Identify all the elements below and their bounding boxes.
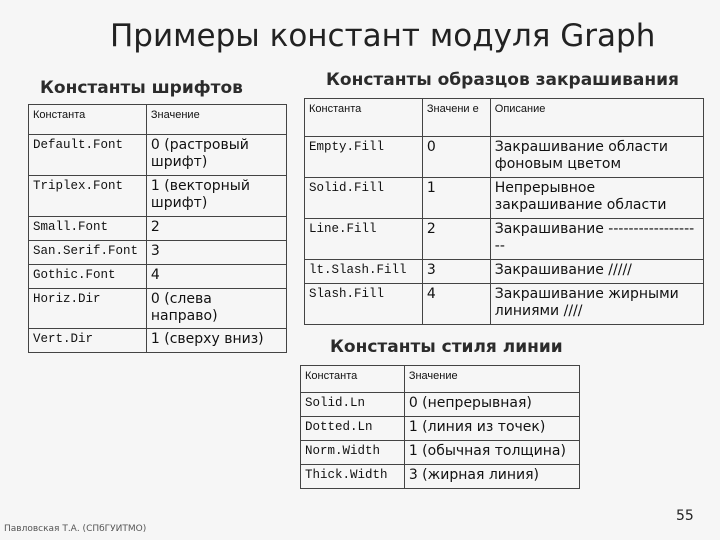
constant-cell: Line.Fill — [305, 219, 423, 260]
constant-cell: Empty.Fill — [305, 137, 423, 178]
value-cell: 1 (линия из точек) — [404, 417, 579, 441]
table-row — [29, 241, 287, 265]
column-header: Константа — [29, 105, 147, 135]
value-cell: 2 — [146, 217, 286, 241]
column-header: Константа — [305, 99, 423, 137]
fills-table — [304, 98, 704, 325]
table-row — [305, 284, 704, 325]
lines-heading: Константы стиля линии — [330, 337, 563, 357]
table-row — [29, 217, 287, 241]
constant-cell: Thick.Width — [301, 465, 405, 489]
page-number: 55 — [676, 508, 694, 524]
table-row — [305, 219, 704, 260]
constant-cell: lt.Slash.Fill — [305, 260, 423, 284]
table-header-row — [29, 105, 287, 135]
constant-cell: Default.Font — [29, 135, 147, 176]
value-cell: 1 — [422, 178, 490, 219]
constant-cell: Solid.Fill — [305, 178, 423, 219]
constant-cell: Dotted.Ln — [301, 417, 405, 441]
column-header: Значени е — [422, 99, 490, 137]
page-title: Примеры констант модуля Graph — [110, 18, 656, 54]
description-cell: Закрашивание области фоновым цветом — [490, 137, 703, 178]
description-cell: Закрашивание ------------------- — [490, 219, 703, 260]
footer-author: Павловская Т.А. (СПбГУИТМО) — [4, 524, 147, 534]
description-cell: Закрашивание жирными линиями //// — [490, 284, 703, 325]
fonts-heading: Константы шрифтов — [40, 78, 243, 98]
description-cell: Закрашивание ///// — [490, 260, 703, 284]
value-cell: 0 (слева направо) — [146, 289, 286, 329]
value-cell: 1 (векторный шрифт) — [146, 176, 286, 217]
constant-cell: Horiz.Dir — [29, 289, 147, 329]
table-row — [301, 465, 580, 489]
column-header: Значение — [404, 366, 579, 393]
constant-cell: Vert.Dir — [29, 329, 147, 353]
description-cell: Непрерывное закрашивание области — [490, 178, 703, 219]
constant-cell: Triplex.Font — [29, 176, 147, 217]
table-header-row — [305, 99, 704, 137]
fonts-table — [28, 104, 287, 353]
value-cell: 1 (обычная толщина) — [404, 441, 579, 465]
table-row — [29, 329, 287, 353]
value-cell: 3 (жирная линия) — [404, 465, 579, 489]
table-row — [29, 176, 287, 217]
table-row — [301, 417, 580, 441]
table-row — [29, 265, 287, 289]
table-row — [305, 137, 704, 178]
fills-heading: Константы образцов закрашивания — [326, 70, 679, 90]
value-cell: 0 (растровый шрифт) — [146, 135, 286, 176]
value-cell: 1 (сверху вниз) — [146, 329, 286, 353]
value-cell: 0 (непрерывная) — [404, 393, 579, 417]
table-row — [305, 260, 704, 284]
table-row — [301, 441, 580, 465]
table-row — [305, 178, 704, 219]
value-cell: 0 — [422, 137, 490, 178]
constant-cell: Solid.Ln — [301, 393, 405, 417]
constant-cell: Slash.Fill — [305, 284, 423, 325]
constant-cell: Norm.Width — [301, 441, 405, 465]
table-row — [29, 135, 287, 176]
value-cell: 2 — [422, 219, 490, 260]
constant-cell: Small.Font — [29, 217, 147, 241]
value-cell: 3 — [422, 260, 490, 284]
value-cell: 4 — [146, 265, 286, 289]
constant-cell: San.Serif.Font — [29, 241, 147, 265]
constant-cell: Gothic.Font — [29, 265, 147, 289]
value-cell: 4 — [422, 284, 490, 325]
value-cell: 3 — [146, 241, 286, 265]
table-row — [301, 393, 580, 417]
column-header: Описание — [490, 99, 703, 137]
lines-table — [300, 365, 580, 489]
table-row — [29, 289, 287, 329]
column-header: Значение — [146, 105, 286, 135]
column-header: Константа — [301, 366, 405, 393]
table-header-row — [301, 366, 580, 393]
